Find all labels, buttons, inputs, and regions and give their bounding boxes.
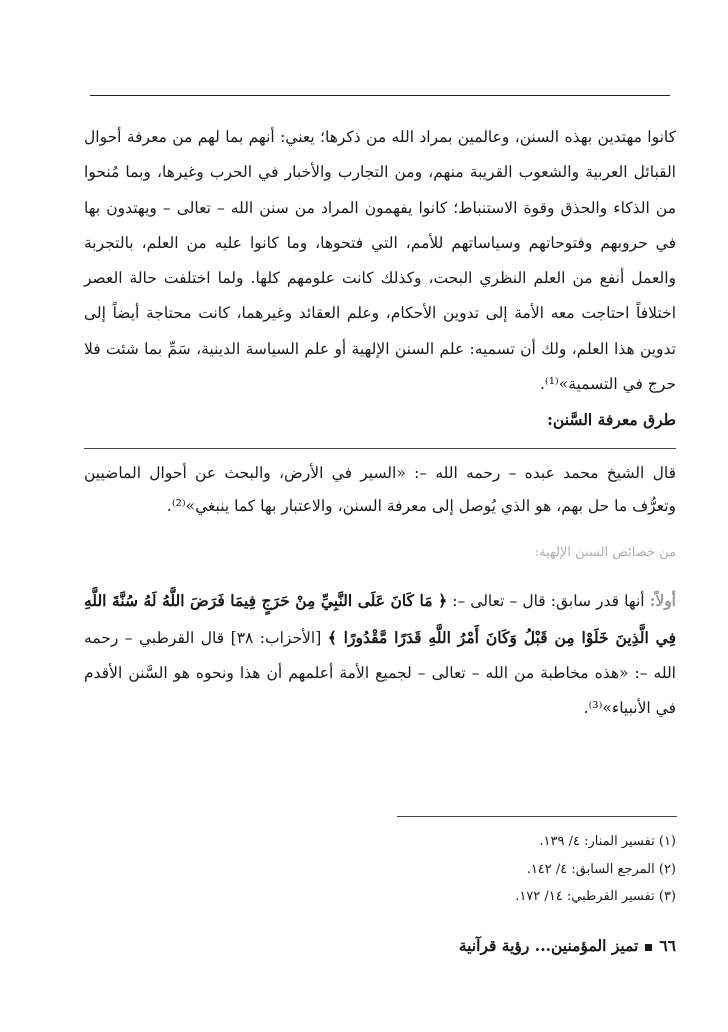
- square-bullet-icon: [645, 944, 652, 951]
- footnote-3: (٣) تفسير القرطبي: ١٤/ ١٧٢.: [515, 889, 676, 904]
- footnote-1: (١) تفسير المنار: ٤/ ١٣٩.: [539, 834, 676, 849]
- page-number: ٦٦: [659, 936, 676, 955]
- paragraph-3-rest: [الأحزاب: ٣٨] قال القرطبي – رحمه الله –: «هذه مخاطبة من الله – تعالى – لجميع الأمة أعلمهم أن هذا ونحوه هو السَّنن الأقدم في الأنبياء»⁽³⁾.: [84, 628, 676, 718]
- footnote-rule: [397, 816, 677, 817]
- main-text: [84, 120, 676, 727]
- top-rule: [90, 95, 670, 96]
- paragraph-3-label: أولاً:: [649, 591, 676, 611]
- book-title: تميز المؤمنين... رؤية قرآنية: [458, 936, 639, 955]
- paragraph-3: [84, 583, 676, 726]
- section-divider: [84, 448, 676, 449]
- quran-verse: ﴿ مَا كَانَ عَلَى النَّبِيِّ مِنْ حَرَجٍ فِيمَا فَرَضَ اللَّهُ لَهُ سُنَّةَ اللَّهِ فِي الَّذِينَ خَلَوْا مِن قَبْلُ وَكَانَ أَمْرُ اللَّهِ قَدَرًا مَّقْدُورًا ﴾: [84, 591, 676, 647]
- paragraph-1: كانوا مهتدين بهذه السنن، وعالمين بمراد الله من ذكرها؛ يعني: أنهم بما لهم من معرفة أحوال القبائل العربية والشعوب القريبة منهم، ومن التجارب والأخبار في الحرب وغيرها، وبما مُنحوا من الذكاء والحذق وقوة الاستنباط؛ كانوا يفهمون المراد من سنن الله – تعالى – ويهتدون بها في حروبهم وفتوحاتهم وسياساتهم للأمم، التي فتحوها، وما كانوا عليه من العلم، بالتجربة والعمل أنفع من العلم النظري البحت، وكذلك كانت علومهم كلها. ولما اختلفت حالة العصر اختلافاً احتاجت معه الأمة إلى تدوين الأحكام، وعلم العقائد وغيرهما، كانت محتاجة أيضاً إلى تدوين هذا العلم، ولك أن تسميه: علم السنن الإلهية أو علم السياسة الدينية، سَمِّ بما شئت فلا حرج في التسمية»⁽¹⁾.: [84, 128, 676, 394]
- footnotes: [300, 828, 676, 911]
- paragraph-3-intro: أنها قدر سابق: قال – تعالى –:: [447, 592, 650, 611]
- section-heading: طرق معرفة السَّنن:: [547, 410, 676, 430]
- running-footer: [420, 936, 676, 955]
- faded-subheading: من خصائص السنن الإلهية:: [534, 545, 676, 561]
- footnote-2: (٢) المرجع السابق: ٤/ ١٤٢.: [526, 861, 676, 877]
- paragraph-2: قال الشيخ محمد عبده – رحمه الله –: «السير في الأرض، والبحث عن أحوال الماضيين وتعرُّف ما حل بهم، هو الذي يُوصل إلى معرفة السنن، والاعتبار بها كما ينبغي»⁽²⁾.: [84, 464, 676, 516]
